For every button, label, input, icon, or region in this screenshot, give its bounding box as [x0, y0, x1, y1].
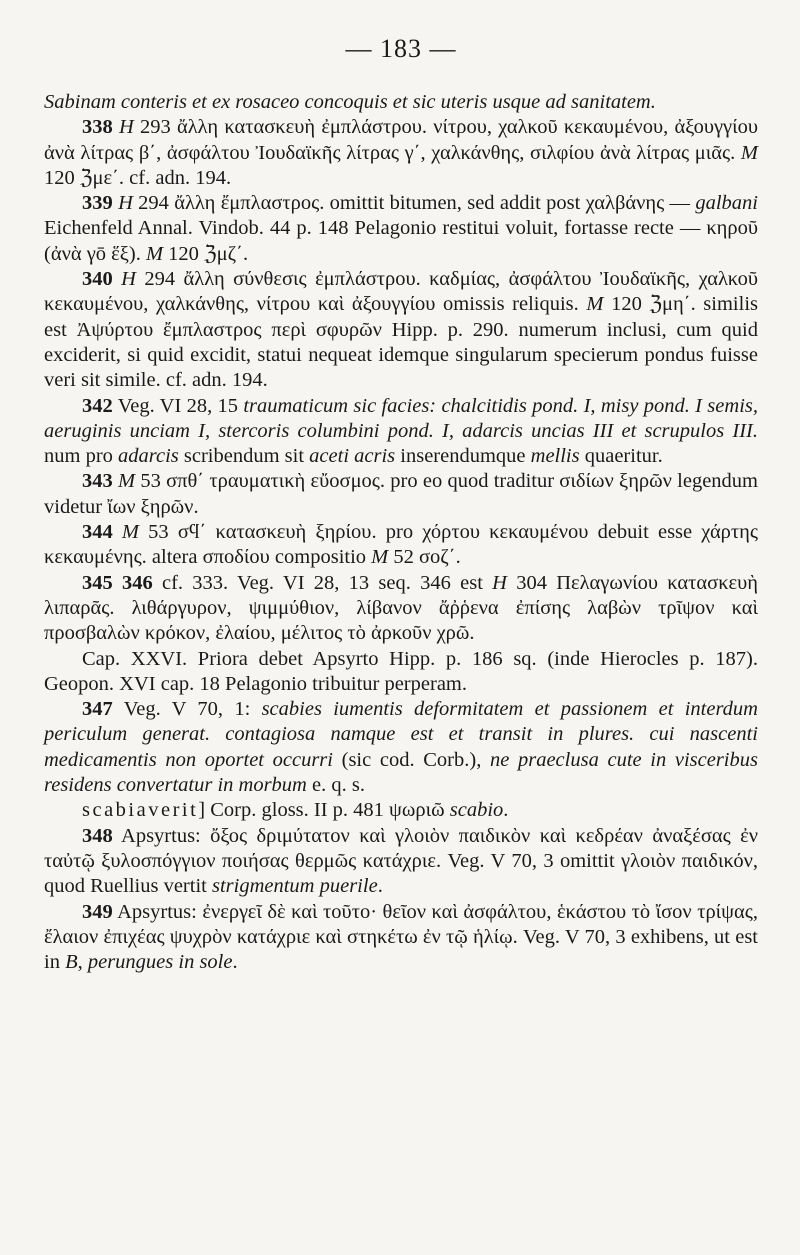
note-number: 347	[82, 698, 113, 721]
note-text: scabiaverit] Corp. gloss. II p. 481 ψωριῶ scabio.	[82, 799, 509, 822]
note-number: 344	[82, 521, 113, 544]
note-text: Veg. VI 28, 15 traumaticum sic facies: chalcitidis pond. I, misy pond. I semis, aeruginis unciam I, stercoris columbini pond. I, adarcis uncias III et scrupulos III. num pro adarcis scribendum sit aceti acris inserendumque mellis quaeritur.	[44, 394, 758, 468]
paragraph	[44, 571, 758, 647]
page-number: — 183 —	[345, 34, 457, 63]
note-text: Sabinam conteris et ex rosaceo concoquis et sic uteris usque ad sanitatem.	[44, 91, 656, 113]
note-text: Apsyrtus: ὄξος δριμύτατον καὶ γλοιὸν παιδικὸν καὶ κεδρέαν ἀναξέσας ἐν ταὐτῷ ξυλοσπόγγιον ποιήσας θερμῶς κατάχριε. Veg. V 70, 3 omittit γλοιὸν παιδικόν, quod Ruellius vertit strigmentum puerile.	[44, 824, 758, 898]
note-text: M 53 σπθ΄ τραυματικὴ εὔοσμος. pro eo quod traditur σιδίων ξηρῶν legendum videtur ἴων ξηρῶν.	[44, 470, 758, 518]
paragraph	[44, 824, 758, 900]
note-number: 343	[82, 470, 113, 493]
note-text: H 294 ἄλλη ἔμπλαστρος. omittit bitumen, sed addit post χαλβάνης — galbani Eichenfeld Annal. Vindob. 44 p. 148 Pelagonio restitui voluit, fortasse recte — κηροῦ (ἀνὰ γō ἕξ). M 120 ℨμζ΄.	[44, 192, 759, 265]
paragraph	[44, 647, 758, 698]
note-number: 348	[82, 824, 113, 847]
note-text: H 294 ἄλλη σύνθεσις ἐμπλάστρου. καδμίας, ἀσφάλτου Ἰουδαϊκῆς, χαλκοῦ κεκαυμένου, χαλκάνθης, νίτρου καὶ ἀξουγγίου omissis reliquis. M 120 ℨμη΄. similis est Ἀψύρτου ἔμπλαστρος περὶ σφυρῶν Hipp. p. 290. numerum inclusi, cum quid exciderit, si quid excidit, statui nequeat idemque singularum specierum pondus fuisse veri sit simile. cf. adn. 194.	[44, 268, 758, 392]
note-number: 338	[82, 116, 113, 139]
note-number: 342	[82, 394, 113, 417]
paragraph	[44, 90, 758, 115]
paragraph	[44, 697, 758, 798]
paragraph	[44, 469, 758, 520]
paragraph	[44, 115, 758, 191]
note-text: M 53 σϥ΄ κατασκευὴ ξηρίου. pro χόρτου κεκαυμένου debuit esse χάρτης κεκαυμένης. altera σποδίου compositio M 52 σοζ΄.	[44, 521, 758, 569]
note-text: Veg. V 70, 1: scabies iumentis deformitatem et passionem et interdum periculum generat. contagiosa namque est et transit in plures. cui nascenti medicamentis non oportet occurri (sic cod. Corb.), ne praeclusa cute in visceribus residens convertatur in morbum e. q. s.	[44, 698, 758, 797]
paragraph	[44, 394, 758, 470]
paragraph	[44, 267, 758, 393]
note-number: 339	[82, 192, 113, 215]
paragraph	[44, 191, 758, 267]
paragraph	[44, 900, 758, 976]
paragraph	[44, 798, 758, 823]
note-number: 345 346	[82, 571, 153, 594]
note-text: H 293 ἄλλη κατασκευὴ ἐμπλάστρου. νίτρου, χαλκοῦ κεκαυμένου, ἀξουγγίου ἀνὰ λίτρας β΄, ἀσφάλτου Ἰουδαϊκῆς λίτρας γ΄, χαλκάνθης, σιλφίου ἀνὰ λίτρας μιᾶς. M 120 ℨμε΄. cf. adn. 194.	[44, 116, 759, 189]
commentary-text	[44, 90, 758, 975]
paragraph	[44, 520, 758, 571]
note-text: Cap. XXVI. Priora debet Apsyrto Hipp. p. 186 sq. (inde Hierocles p. 187). Geopon. XVI cap. 18 Pelagonio tribuitur perperam.	[44, 647, 758, 695]
note-text: Apsyrtus: ἐνεργεῖ δὲ καὶ τοῦτο· θεῖον καὶ ἀσφάλτου, ἑκάστου τὸ ἴσον τρίψας, ἔλαιον ἐπιχέας ψυχρὸν κατάχριε καὶ στηκέτω ἐν τῷ ἡλίῳ. Veg. V 70, 3 exhibens, ut est in B, perungues in sole.	[44, 900, 758, 974]
note-number: 340	[82, 268, 113, 291]
note-number: 349	[82, 900, 113, 923]
note-text: cf. 333. Veg. VI 28, 13 seq. 346 est H 304 Πελαγωνίου κατασκευὴ λιπαρᾶς. λιθάργυρον, ψιμμύθιον, λίβανον ἄῤῥενα ἐπίσης λαβὼν τρῖψον καὶ προσβαλὼν κρόκον, ἐλαίου, μέλιτος τὸ ἀρκοῦν χρῶ.	[44, 571, 759, 645]
